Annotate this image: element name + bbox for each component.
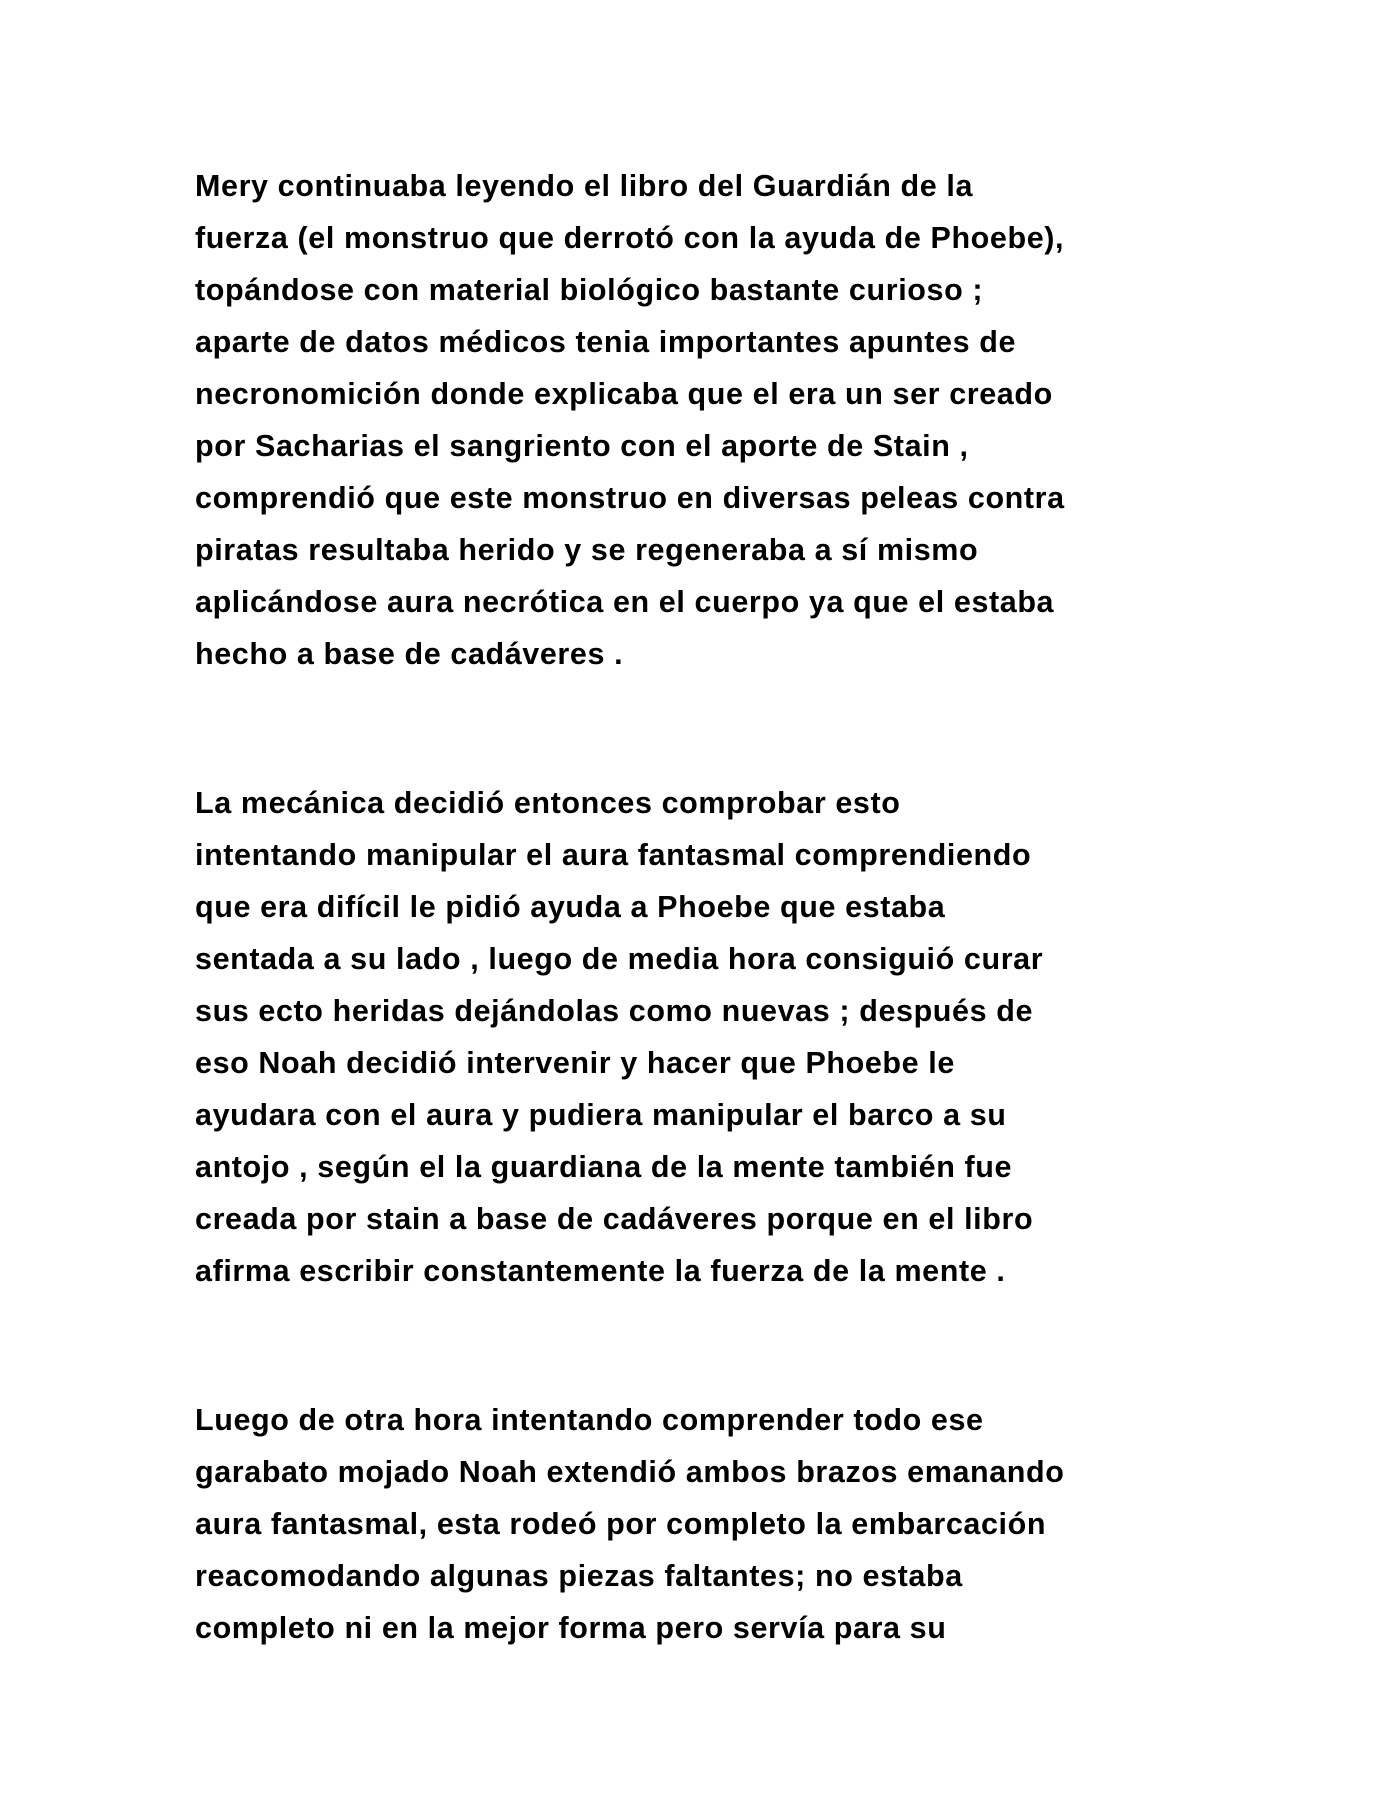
text-line: necronomición donde explicaba que el era un ser creado (195, 377, 1053, 411)
text-line: por Sacharias el sangriento con el aporte de Stain , (195, 429, 969, 463)
text-line: garabato mojado Noah extendió ambos brazos emanando (195, 1455, 1065, 1489)
text-line: creada por stain a base de cadáveres porque en el libro (195, 1202, 1034, 1236)
text-line: fuerza (el monstruo que derrotó con la ayuda de Phoebe), (195, 221, 1065, 255)
text-line: comprendió que este monstruo en diversas peleas contra (195, 481, 1065, 515)
paragraph (195, 160, 1275, 680)
text-line: eso Noah decidió intervenir y hacer que Phoebe le (195, 1046, 955, 1080)
paragraph (195, 1394, 1275, 1654)
text-line: aura fantasmal, esta rodeó por completo la embarcación (195, 1507, 1047, 1541)
text-line: La mecánica decidió entonces comprobar esto (195, 786, 901, 820)
text-line: afirma escribir constantemente la fuerza de la mente . (195, 1254, 1006, 1288)
text-line: sus ecto heridas dejándolas como nuevas ; después de (195, 994, 1034, 1028)
text-line: antojo , según el la guardiana de la mente también fue (195, 1150, 1013, 1184)
text-line: hecho a base de cadáveres . (195, 637, 624, 671)
text-line: completo ni en la mejor forma pero servía para su (195, 1611, 947, 1645)
text-line: sentada a su lado , luego de media hora consiguió curar (195, 942, 1044, 976)
text-line: piratas resultaba herido y se regeneraba a sí mismo (195, 533, 979, 567)
text-line: topándose con material biológico bastante curioso ; (195, 273, 984, 307)
text-line: Mery continuaba leyendo el libro del Guardián de la (195, 169, 974, 203)
text-line: intentando manipular el aura fantasmal comprendiendo (195, 838, 1032, 872)
text-line: que era difícil le pidió ayuda a Phoebe que estaba (195, 890, 946, 924)
text-line: Luego de otra hora intentando comprender todo ese (195, 1403, 984, 1437)
text-line: reacomodando algunas piezas faltantes; no estaba (195, 1559, 963, 1593)
text-line: ayudara con el aura y pudiera manipular el barco a su (195, 1098, 1007, 1132)
paragraph (195, 777, 1275, 1297)
text-line: aplicándose aura necrótica en el cuerpo ya que el estaba (195, 585, 1055, 619)
text-line: aparte de datos médicos tenia importantes apuntes de (195, 325, 1017, 359)
